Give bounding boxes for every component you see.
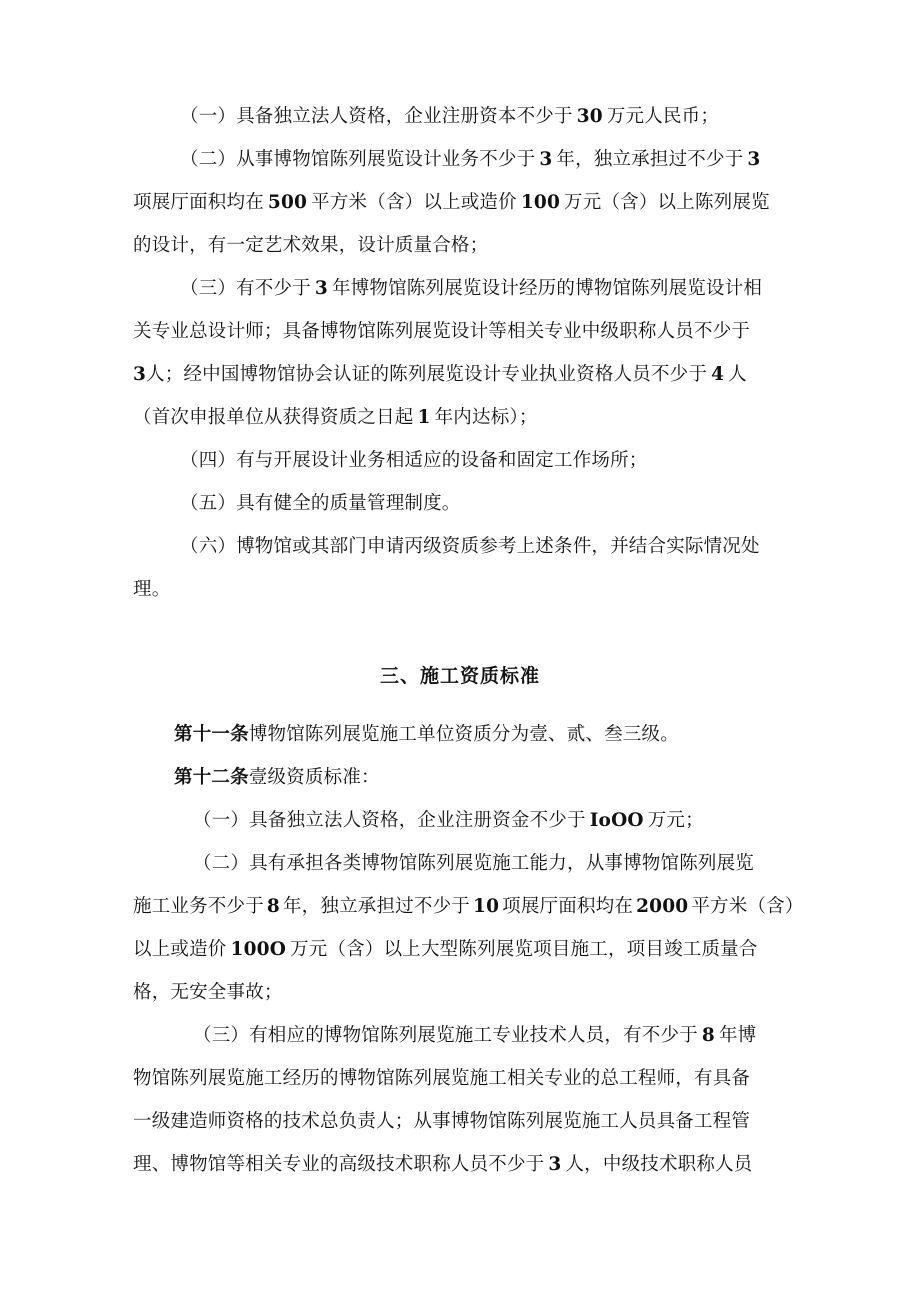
article-line [0, 722, 920, 748]
paragraph-line [0, 851, 920, 877]
text-run: 人，中级技术职称人员 [565, 1154, 753, 1175]
article-label: 第十二条 [174, 767, 249, 788]
text-run: 人；经中国博物馆协会认证的陈列展览设计专业执业资格人员不少于 [146, 364, 708, 385]
text-run: 人 [728, 364, 747, 385]
number-run: 100 [520, 192, 561, 213]
text-run: （一）具备独立法人资格，企业注册资金不少于 [193, 810, 586, 831]
paragraph-line [0, 190, 920, 216]
text-run: 万元（含）以上陈列展览 [564, 192, 770, 213]
number-run: 3 [747, 149, 761, 170]
text-run: 壹级资质标准： [248, 767, 380, 788]
paragraph-line [0, 233, 920, 259]
paragraph-line [0, 491, 920, 517]
text-run: （五）具有健全的质量管理制度。 [180, 493, 461, 514]
number-run: 8 [266, 896, 280, 917]
text-run: 博物馆陈列展览施工单位资质分为壹、贰、叁三级。 [248, 724, 679, 745]
paragraph-line [0, 980, 920, 1006]
paragraph-line [0, 534, 920, 560]
text-run: （首次申报单位从获得资质之日起 [133, 407, 414, 428]
text-run: 万元（含）以上大型陈列展览项目施工，项目竣工质量合 [290, 939, 758, 960]
number-run: 500 [267, 192, 308, 213]
text-run: （一）具备独立法人资格，企业注册资本不少于 [180, 106, 573, 127]
text-run: （四）有与开展设计业务相适应的设备和固定工作场所； [180, 450, 648, 471]
number-run: 2000 [636, 896, 689, 917]
number-run: 100O [230, 939, 287, 960]
paragraph-line [0, 147, 920, 173]
section-heading: 三、施工资质标准 [379, 665, 540, 687]
text-run: 关专业总设计师；具备博物馆陈列展览设计等相关专业中级职称人员不少于 [133, 321, 751, 342]
text-run: 万元人民币； [606, 106, 720, 127]
number-run: 10 [473, 896, 500, 917]
text-run: （二）具有承担各类博物馆陈列展览施工能力，从事博物馆陈列展览 [193, 853, 755, 874]
text-run: 平方米（含） [691, 896, 804, 917]
number-run: 3 [133, 364, 147, 385]
text-run: 项展厅面积均在 [502, 896, 634, 917]
text-run: 年博物馆陈列展览设计经历的博物馆陈列展览设计相 [331, 278, 763, 299]
paragraph-line [0, 319, 920, 345]
text-run: 年，独立承担过不少于 [556, 149, 744, 170]
number-run: 8 [701, 1025, 715, 1046]
paragraph-line [0, 405, 920, 431]
paragraph-line [0, 1023, 920, 1049]
text-run: 项展厅面积均在 [133, 192, 264, 213]
text-run: （三）有不少于 [180, 278, 311, 299]
number-run: 30 [576, 106, 603, 127]
number-run: IoOO [589, 810, 644, 831]
paragraph-line [0, 808, 920, 834]
text-run: 年内达标）； [434, 407, 538, 428]
text-run: 施工业务不少于 [133, 896, 264, 917]
text-run: 理、博物馆等相关专业的高级技术职称人员不少于 [133, 1154, 545, 1175]
paragraph-line [0, 362, 920, 388]
number-run: 3 [314, 278, 328, 299]
paragraph-line [0, 937, 920, 963]
text-run: 平方米（含）以上或造价 [311, 192, 517, 213]
text-run: （六）博物馆或其部门申请丙级资质参考上述条件，并结合实际情况处 [180, 536, 760, 557]
text-run: 年，独立承担过不少于 [282, 896, 470, 917]
text-run: 格，无安全事故； [133, 982, 283, 1003]
text-run: 物馆陈列展览施工经历的博物馆陈列展览施工相关专业的总工程师，有具备 [133, 1068, 751, 1089]
paragraph-line [0, 1109, 920, 1135]
text-run: 以上或造价 [133, 939, 227, 960]
text-run: 理。 [133, 579, 171, 600]
paragraph-line [0, 104, 920, 130]
paragraph-line [0, 894, 920, 920]
article-label: 第十一条 [174, 724, 249, 745]
text-run: 万元； [647, 810, 704, 831]
paragraph-line [0, 1152, 920, 1178]
text-run: 一级建造师资格的技术总负责人；从事博物馆陈列展览施工人员具备工程管 [133, 1111, 751, 1132]
text-run: （三）有相应的博物馆陈列展览施工专业技术人员，有不少于 [193, 1025, 698, 1046]
number-run: 1 [417, 407, 431, 428]
paragraph-line [0, 577, 920, 603]
paragraph-line [0, 448, 920, 474]
paragraph-line [0, 1066, 920, 1092]
paragraph-line [0, 276, 920, 302]
text-run: （二）从事博物馆陈列展览设计业务不少于 [180, 149, 536, 170]
text-run: 年博 [718, 1025, 757, 1046]
number-run: 3 [539, 149, 553, 170]
article-line [0, 765, 920, 791]
number-run: 3 [548, 1154, 562, 1175]
text-run: 的设计，有一定艺术效果，设计质量合格； [133, 235, 489, 256]
number-run: 4 [711, 364, 725, 385]
